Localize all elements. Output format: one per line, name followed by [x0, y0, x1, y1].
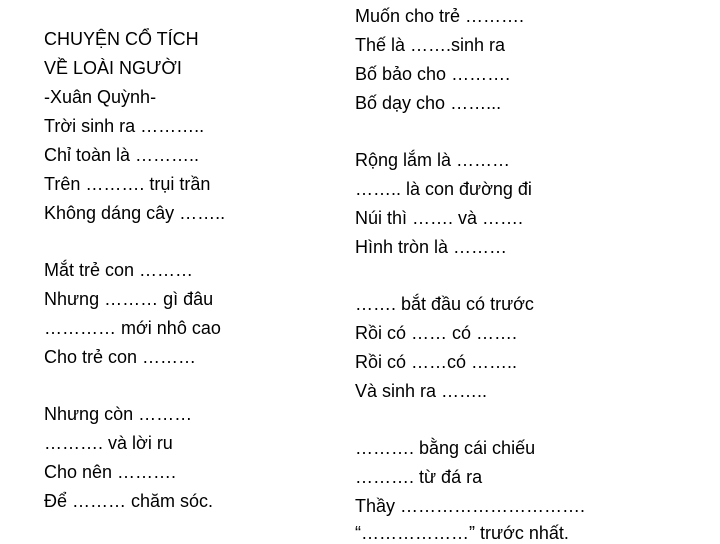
left-stanza-1-line-4: Không dáng cây …….. [44, 203, 226, 223]
right-stanza-3-line-4: Và sinh ra …….. [355, 381, 488, 401]
right-stanza-3-line-3: Rồi có ……có …….. [355, 352, 518, 372]
left-stanza-1-line-1: Trời sinh ra ……….. [44, 116, 205, 136]
left-stanza-2-line-2: Nhưng ……… gì đâu [44, 289, 214, 309]
left-stanza-2-line-4: Cho trẻ con ……… [44, 347, 197, 367]
right-stanza-2-line-1: Rộng lắm là ……… [355, 150, 511, 170]
left-stanza-3-line-1: Nhưng còn ……… [44, 404, 193, 424]
left-stanza-3-line-2: ………. và lời ru [44, 433, 173, 453]
right-stanza-3-line-2: Rồi có …… có ……. [355, 323, 518, 343]
left-stanza-2-line-1: Mắt trẻ con ……… [44, 260, 194, 280]
right-stanza-2-line-2: …….. là con đường đi [355, 179, 532, 199]
right-stanza-1-line-4: Bố dạy cho ……... [355, 93, 502, 113]
poem-title-line-2: VỀ LOÀI NGƯỜI [44, 58, 182, 78]
right-stanza-2-line-3: Núi thì ……. và ……. [355, 208, 524, 228]
right-stanza-1-line-3: Bố bảo cho ………. [355, 64, 511, 84]
right-stanza-3-line-1: ……. bắt đầu có trước [355, 294, 534, 314]
left-stanza-3-line-3: Cho nên ………. [44, 462, 177, 482]
right-stanza-4-line-4: “………………” trước nhất. [355, 523, 569, 543]
right-stanza-4-line-1: ………. bằng cái chiếu [355, 438, 536, 458]
right-stanza-1-line-1: Muốn cho trẻ ………. [355, 6, 525, 26]
right-stanza-2-line-4: Hình tròn là ……… [355, 237, 508, 257]
left-stanza-1-line-3: Trên ………. trụi trần [44, 174, 211, 194]
left-stanza-1-line-2: Chỉ toàn là ……….. [44, 145, 200, 165]
right-stanza-4-line-2: ………. từ đá ra [355, 467, 483, 487]
left-stanza-2-line-3: ………… mới nhô cao [44, 318, 221, 338]
left-stanza-3-line-4: Để ……… chăm sóc. [44, 491, 214, 511]
poem-title-line-1: CHUYỆN CỔ TÍCH [44, 29, 199, 49]
right-stanza-1-line-2: Thế là …….sinh ra [355, 35, 506, 55]
right-stanza-4-line-3: Thầy …………………………. [355, 496, 586, 516]
poem-author: -Xuân Quỳnh- [44, 87, 157, 107]
